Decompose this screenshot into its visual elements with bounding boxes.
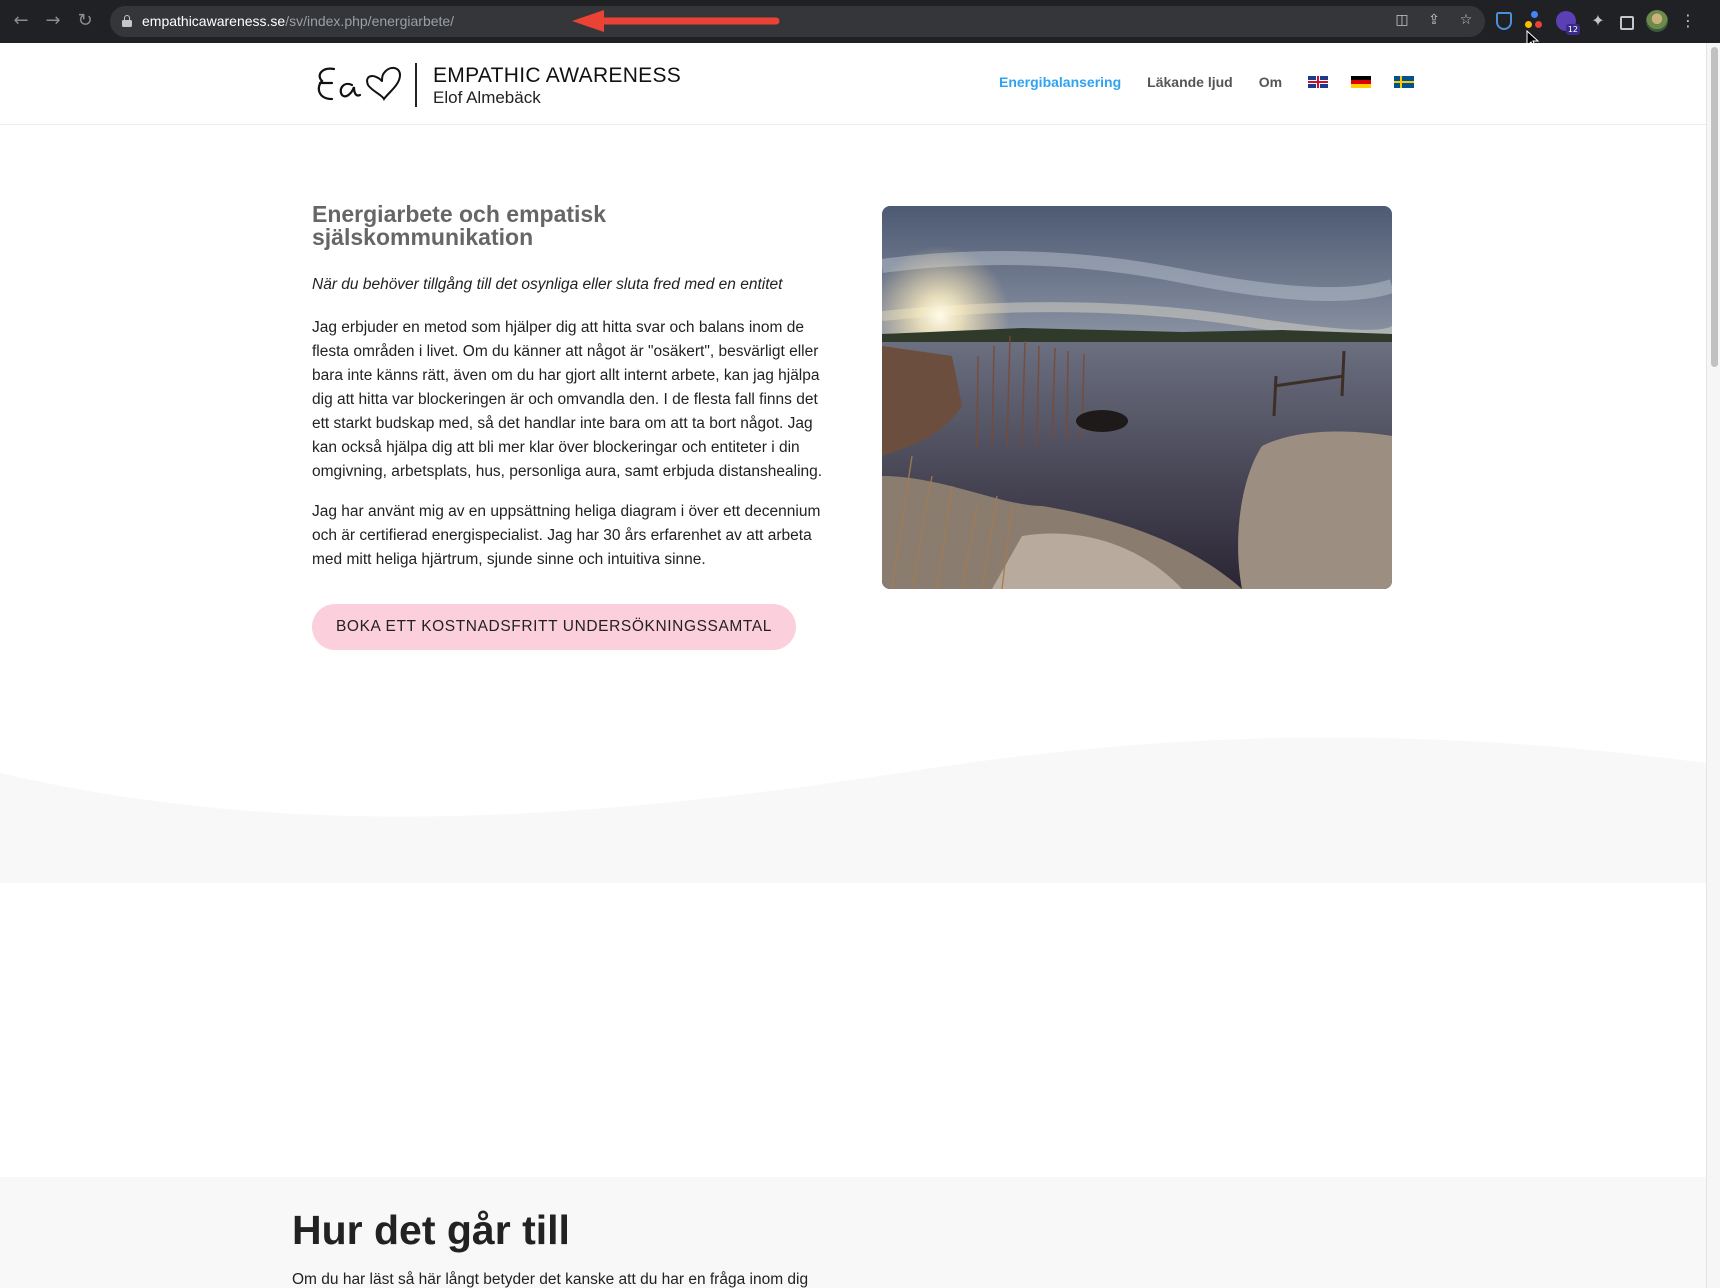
nav-link-lakande-ljud[interactable]: Läkande ljud xyxy=(1147,74,1233,90)
logo-title: EMPATHIC AWARENESS xyxy=(433,64,682,87)
page-title-line1: Energiarbete och empatisk xyxy=(312,201,606,227)
nav-link-om[interactable]: Om xyxy=(1258,74,1283,90)
translate-icon[interactable]: ◫ xyxy=(1395,12,1409,28)
ea-heart-logo-icon xyxy=(312,59,404,109)
address-bar[interactable] xyxy=(110,6,1485,37)
share-icon[interactable]: ⇪ xyxy=(1428,12,1440,28)
sidebar-icon[interactable] xyxy=(1620,16,1634,30)
intro-paragraph-2: Jag har använt mig av en uppsättning heliga diagram i över ett decennium och är certifierad energispecialist. Jag har 30 års erfarenhet av att arbeta med mitt heliga hjärtrum, sjunde sinne och intuitiva sinne. xyxy=(312,503,821,568)
bookmark-star-icon[interactable]: ☆ xyxy=(1459,12,1473,28)
puzzle-icon[interactable]: ✦ xyxy=(1591,11,1605,30)
extension-badge-count: 12 xyxy=(1567,25,1578,34)
dots-extension-icon[interactable] xyxy=(1524,11,1544,31)
page-scrollbar[interactable] xyxy=(1706,43,1720,1288)
red-arrow-annotation xyxy=(570,8,780,34)
german-flag-icon[interactable] xyxy=(1351,76,1371,88)
page-title-line2: själskommunikation xyxy=(312,224,534,250)
how-it-works-title: Hur det går till xyxy=(292,1207,570,1253)
swedish-flag-icon[interactable] xyxy=(1394,76,1414,88)
nav-link-energibalansering[interactable]: Energibalansering xyxy=(999,74,1122,90)
reload-button[interactable]: ↻ xyxy=(77,10,93,31)
page-title xyxy=(312,203,832,249)
logo-divider xyxy=(415,63,417,107)
book-free-consultation-button[interactable]: BOKA ETT KOSTNADSFRITT UNDERSÖKNINGSSAMTAL xyxy=(312,604,796,650)
intro-paragraph-1: Jag erbjuder en metod som hjälper dig att hitta svar och balans inom de flesta områden i livet. Om du känner att något är "osäkert", besvärligt eller bara inte känns rätt, även om du har gjort allt internt arbete, kan jag hjälpa dig att hitta var blockeringen är och omvandla den. I de flesta fall finns det ett starkt budskap med, så det handlar inte bara om att ta bort något. Jag kan också hjälpa dig att bli mer klar över blockeringar och entiteter i din omgivning, arbetsplats, hus, personliga aura, samt erbjuda distanshealing. xyxy=(312,319,823,480)
main-navigation xyxy=(999,74,1414,90)
browser-toolbar xyxy=(0,0,1720,43)
back-button[interactable]: ← xyxy=(13,10,29,31)
badge-extension-icon[interactable] xyxy=(1556,11,1578,34)
menu-dots-icon[interactable]: ⋮ xyxy=(1680,11,1696,30)
how-it-works-section xyxy=(0,1177,1706,1288)
profile-avatar[interactable] xyxy=(1646,10,1668,32)
logo-subtitle: Elof Almebäck xyxy=(433,88,541,107)
url-text[interactable] xyxy=(142,13,454,29)
lead-text: När du behöver tillgång till det osynliga eller sluta fred med en entitet xyxy=(312,276,783,293)
lock-icon[interactable] xyxy=(122,15,132,27)
url-path: /sv/index.php/energiarbete/ xyxy=(285,13,455,29)
uk-flag-icon[interactable] xyxy=(1308,76,1328,88)
how-it-works-text: Om du har läst så här långt betyder det kanske att du har en fråga inom dig xyxy=(292,1271,809,1288)
site-logo[interactable] xyxy=(312,59,682,109)
shield-extension-icon[interactable] xyxy=(1496,12,1512,30)
intro-section xyxy=(312,203,832,650)
forward-button[interactable]: → xyxy=(45,10,61,31)
lake-sunset-photo xyxy=(882,206,1392,589)
section-wave-divider xyxy=(0,723,1706,883)
web-page xyxy=(0,43,1706,1288)
scrollbar-thumb[interactable] xyxy=(1711,47,1718,367)
site-header xyxy=(0,43,1706,125)
url-host: empathicawareness.se xyxy=(142,13,286,29)
